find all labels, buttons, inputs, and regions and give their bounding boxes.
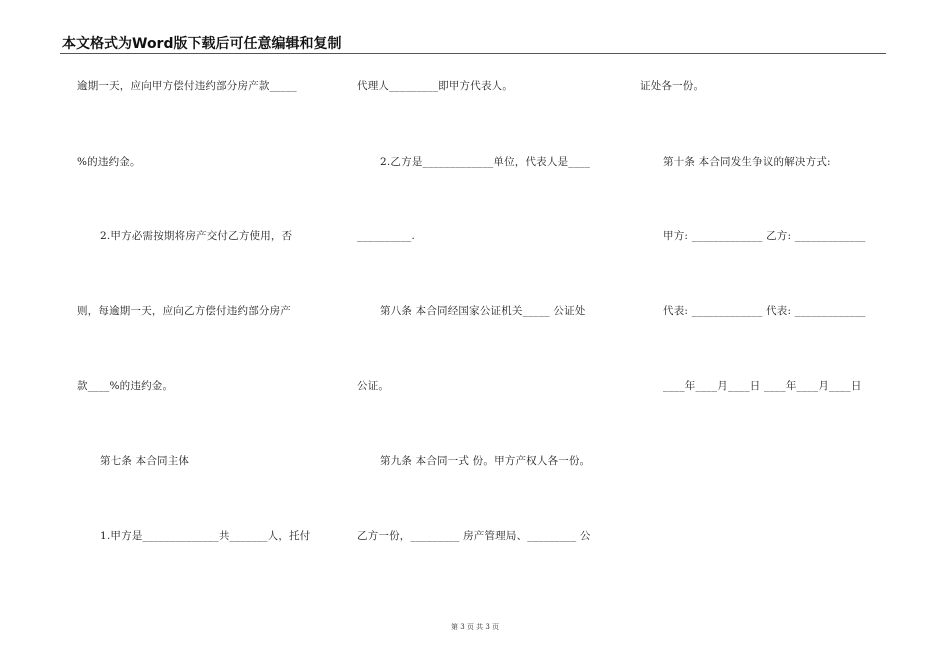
section-heading: 第七条 本合同主体	[100, 455, 190, 467]
text-line: 2.乙方是_____________单位，代表人是____	[380, 156, 591, 168]
document-header-title: 本文格式为Word版下载后可任意编辑和复制	[62, 36, 342, 52]
signature-line-party: 甲方: _____________ 乙方: _____________	[663, 230, 866, 242]
text-line: 证处各一份。	[640, 80, 705, 92]
signature-line-representative: 代表: _____________ 代表: _____________	[663, 305, 866, 317]
text-line: 2.甲方必需按期将房产交付乙方使用，否	[100, 230, 293, 242]
text-line: %的违约金。	[77, 156, 141, 168]
section-heading: 第十条 本合同发生争议的解决方式:	[663, 156, 831, 168]
text-line: 乙方一份，_________ 房产管理局、_________ 公	[357, 530, 591, 542]
header-divider	[60, 53, 886, 54]
text-line: 则，每逾期一天，应向乙方偿付违约部分房产	[77, 305, 291, 317]
text-line: 1.甲方是______________共_______人，托付	[100, 530, 311, 542]
signature-line-date: ____年____月____日 ____年____月____日	[663, 380, 862, 392]
text-line: 代理人_________即甲方代表人。	[357, 80, 514, 92]
text-line: 公证。	[357, 380, 390, 392]
section-heading: 第九条 本合同一式 份。甲方产权人各一份。	[380, 455, 591, 467]
section-heading: 第八条 本合同经国家公证机关_____ 公证处	[380, 305, 586, 317]
text-line: __________.	[357, 230, 416, 242]
text-line: 逾期一天，应向甲方偿付违约部分房产款_____	[77, 80, 297, 92]
page-number: 第 3 页 共 3 页	[450, 623, 500, 631]
text-line: 款____%的违约金。	[77, 380, 174, 392]
